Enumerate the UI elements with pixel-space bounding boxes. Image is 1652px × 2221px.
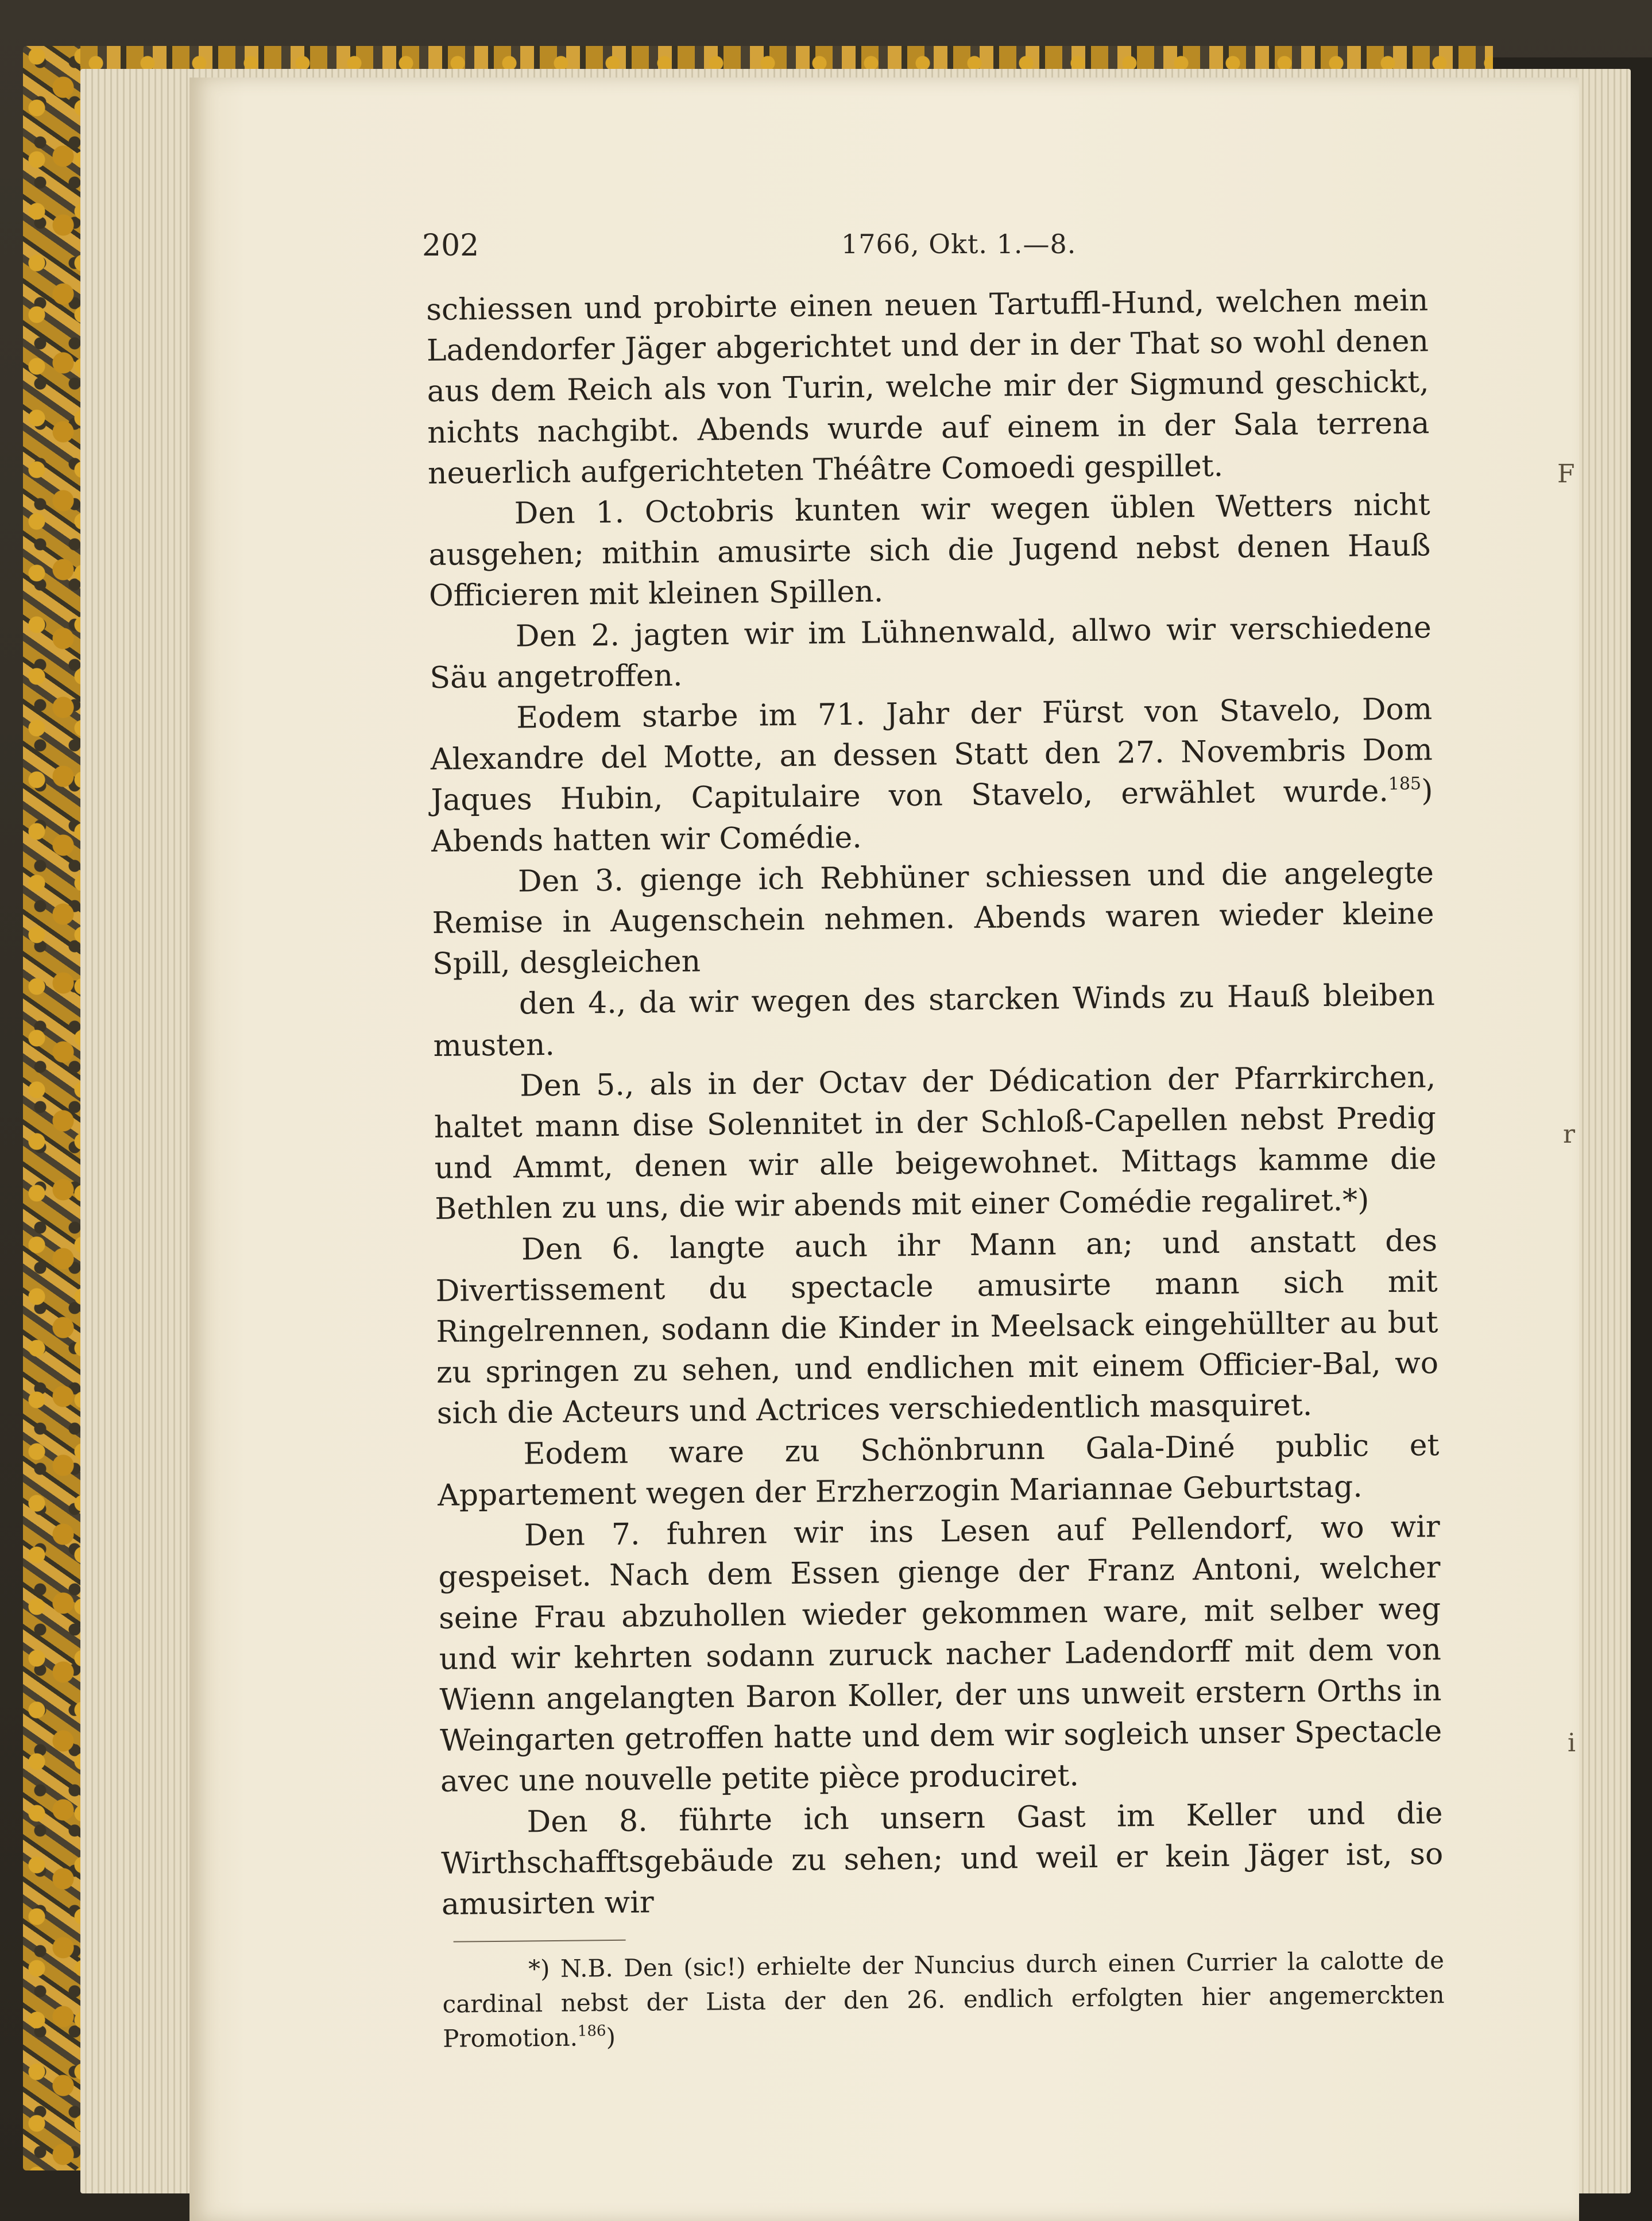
paragraph <box>433 976 1436 1067</box>
paragraph <box>430 689 1434 862</box>
paragraph-text: Den 3. gienge ich Rebhüner schiessen und die angelegte Remise in Augenschein nehmen. Abends waren wieder kleine Spill, desgleichen <box>432 856 1434 982</box>
margin-mark: F <box>1557 459 1575 489</box>
footnote-text: *) N.B. Den (sic!) erhielte der Nuncius durch einen Currier la calotte de cardinal nebst der Lista der den 26. endlich erfolgten hier angemerckten Promotion. <box>442 1946 1445 2053</box>
paragraph-text: Den 2. jagten wir im Lühnenwald, allwo wir verschiedene Säu angetroffen. <box>430 610 1432 695</box>
margin-mark: r <box>1563 1120 1576 1149</box>
paragraph-text: Den 5., als in der Octav der Dédication der Pfarrkirchen, haltet mann dise Solennitet in der Schloß-Capellen nebst Predig und Ammt, denen wir alle beigewohnet. Mittags kamme die Bethlen zu uns, die wir abends mit einer Comédie regaliret.*) <box>434 1060 1437 1227</box>
paragraph <box>437 1425 1440 1516</box>
footnote-rule <box>454 1940 626 1943</box>
paragraph <box>426 280 1430 494</box>
footnote-reference: 185 <box>1388 773 1422 795</box>
paragraph <box>429 608 1432 699</box>
paragraph <box>432 853 1435 985</box>
paragraph <box>440 1793 1444 1925</box>
paragraph-text: den 4., da wir wegen des starcken Winds zu Hauß bleiben musten. <box>433 978 1436 1063</box>
footnote-text: ) <box>606 2023 616 2052</box>
page-number: 202 <box>422 229 479 263</box>
paragraph <box>438 1507 1443 1802</box>
margin-mark: i <box>1568 1728 1576 1758</box>
paragraph-text: Eodem ware zu Schönbrunn Gala-Diné public et Appartement wegen der Erzherzogin Mariannae Geburtstag. <box>437 1427 1440 1513</box>
paragraph-text: schiessen und probirte einen neuen Tartuffl-Hund, welchen mein Ladendorfer Jäger abgerichtet und der in der That so wohl denen aus dem Reich als von Turin, welche mir der Sigmund geschickt, nichts nachgibt. Abends wurde auf einem in der Sala terrena neuerlich aufgerichteten Théâtre Comoedi gespillet. <box>426 283 1430 491</box>
paragraph-text: Den 7. fuhren wir ins Lesen auf Pellendorf, wo wir gespeiset. Nach dem Essen gienge der Franz Antoni, welcher seine Frau abzuhollen wieder gekommen ware, mit selber weg und wir kehrten sodann zuruck nacher Ladendorff mit dem von Wienn angelangten Baron Koller, der uns unweit erstern Orths in Weingarten getroffen hatte und dem wir sogleich unser Spectacle avec une nouvelle petite pièce produciret. <box>438 1510 1442 1800</box>
paragraph <box>435 1221 1439 1435</box>
running-head: 1766, Okt. 1.—8. <box>841 229 1077 260</box>
body-text <box>426 280 1445 2056</box>
paragraph-text: Den 8. führte ich unsern Gast im Keller und die Wirthschafftsgebäude zu sehen; und weil er kein Jäger ist, so amusirten wir <box>441 1796 1444 1922</box>
paragraph <box>428 485 1431 617</box>
paragraph-text: Den 1. Octobris kunten wir wegen üblen Wetters nicht ausgehen; mithin amusirte sich die Jugend nebst denen Hauß Officieren mit kleinen Spillen. <box>428 487 1431 614</box>
footnote <box>442 1943 1445 2056</box>
paragraph-text: Den 6. langte auch ihr Mann an; und anstatt des Divertissement du spectacle amusirte mann sich mit Ringelrennen, sodann die Kinder in Meelsack eingehüllter au but zu springen zu sehen, und endlichen mit einem Officier-Bal, wo sich die Acteurs und Actrices verschiedentlich masquiret. <box>435 1223 1439 1431</box>
page-header <box>233 154 1410 263</box>
paragraph-text: ) Abends hatten wir Comédie. <box>431 773 1433 859</box>
paragraph-text: Eodem starbe im 71. Jahr der Fürst von Stavelo, Dom Alexandre del Motte, an dessen Statt den 27. Novembris Dom Jaques Hubin, Capitulaire von Stavelo, erwählet wurde. <box>430 692 1433 818</box>
paragraph <box>434 1057 1437 1231</box>
footnote-reference: 186 <box>577 2022 606 2040</box>
